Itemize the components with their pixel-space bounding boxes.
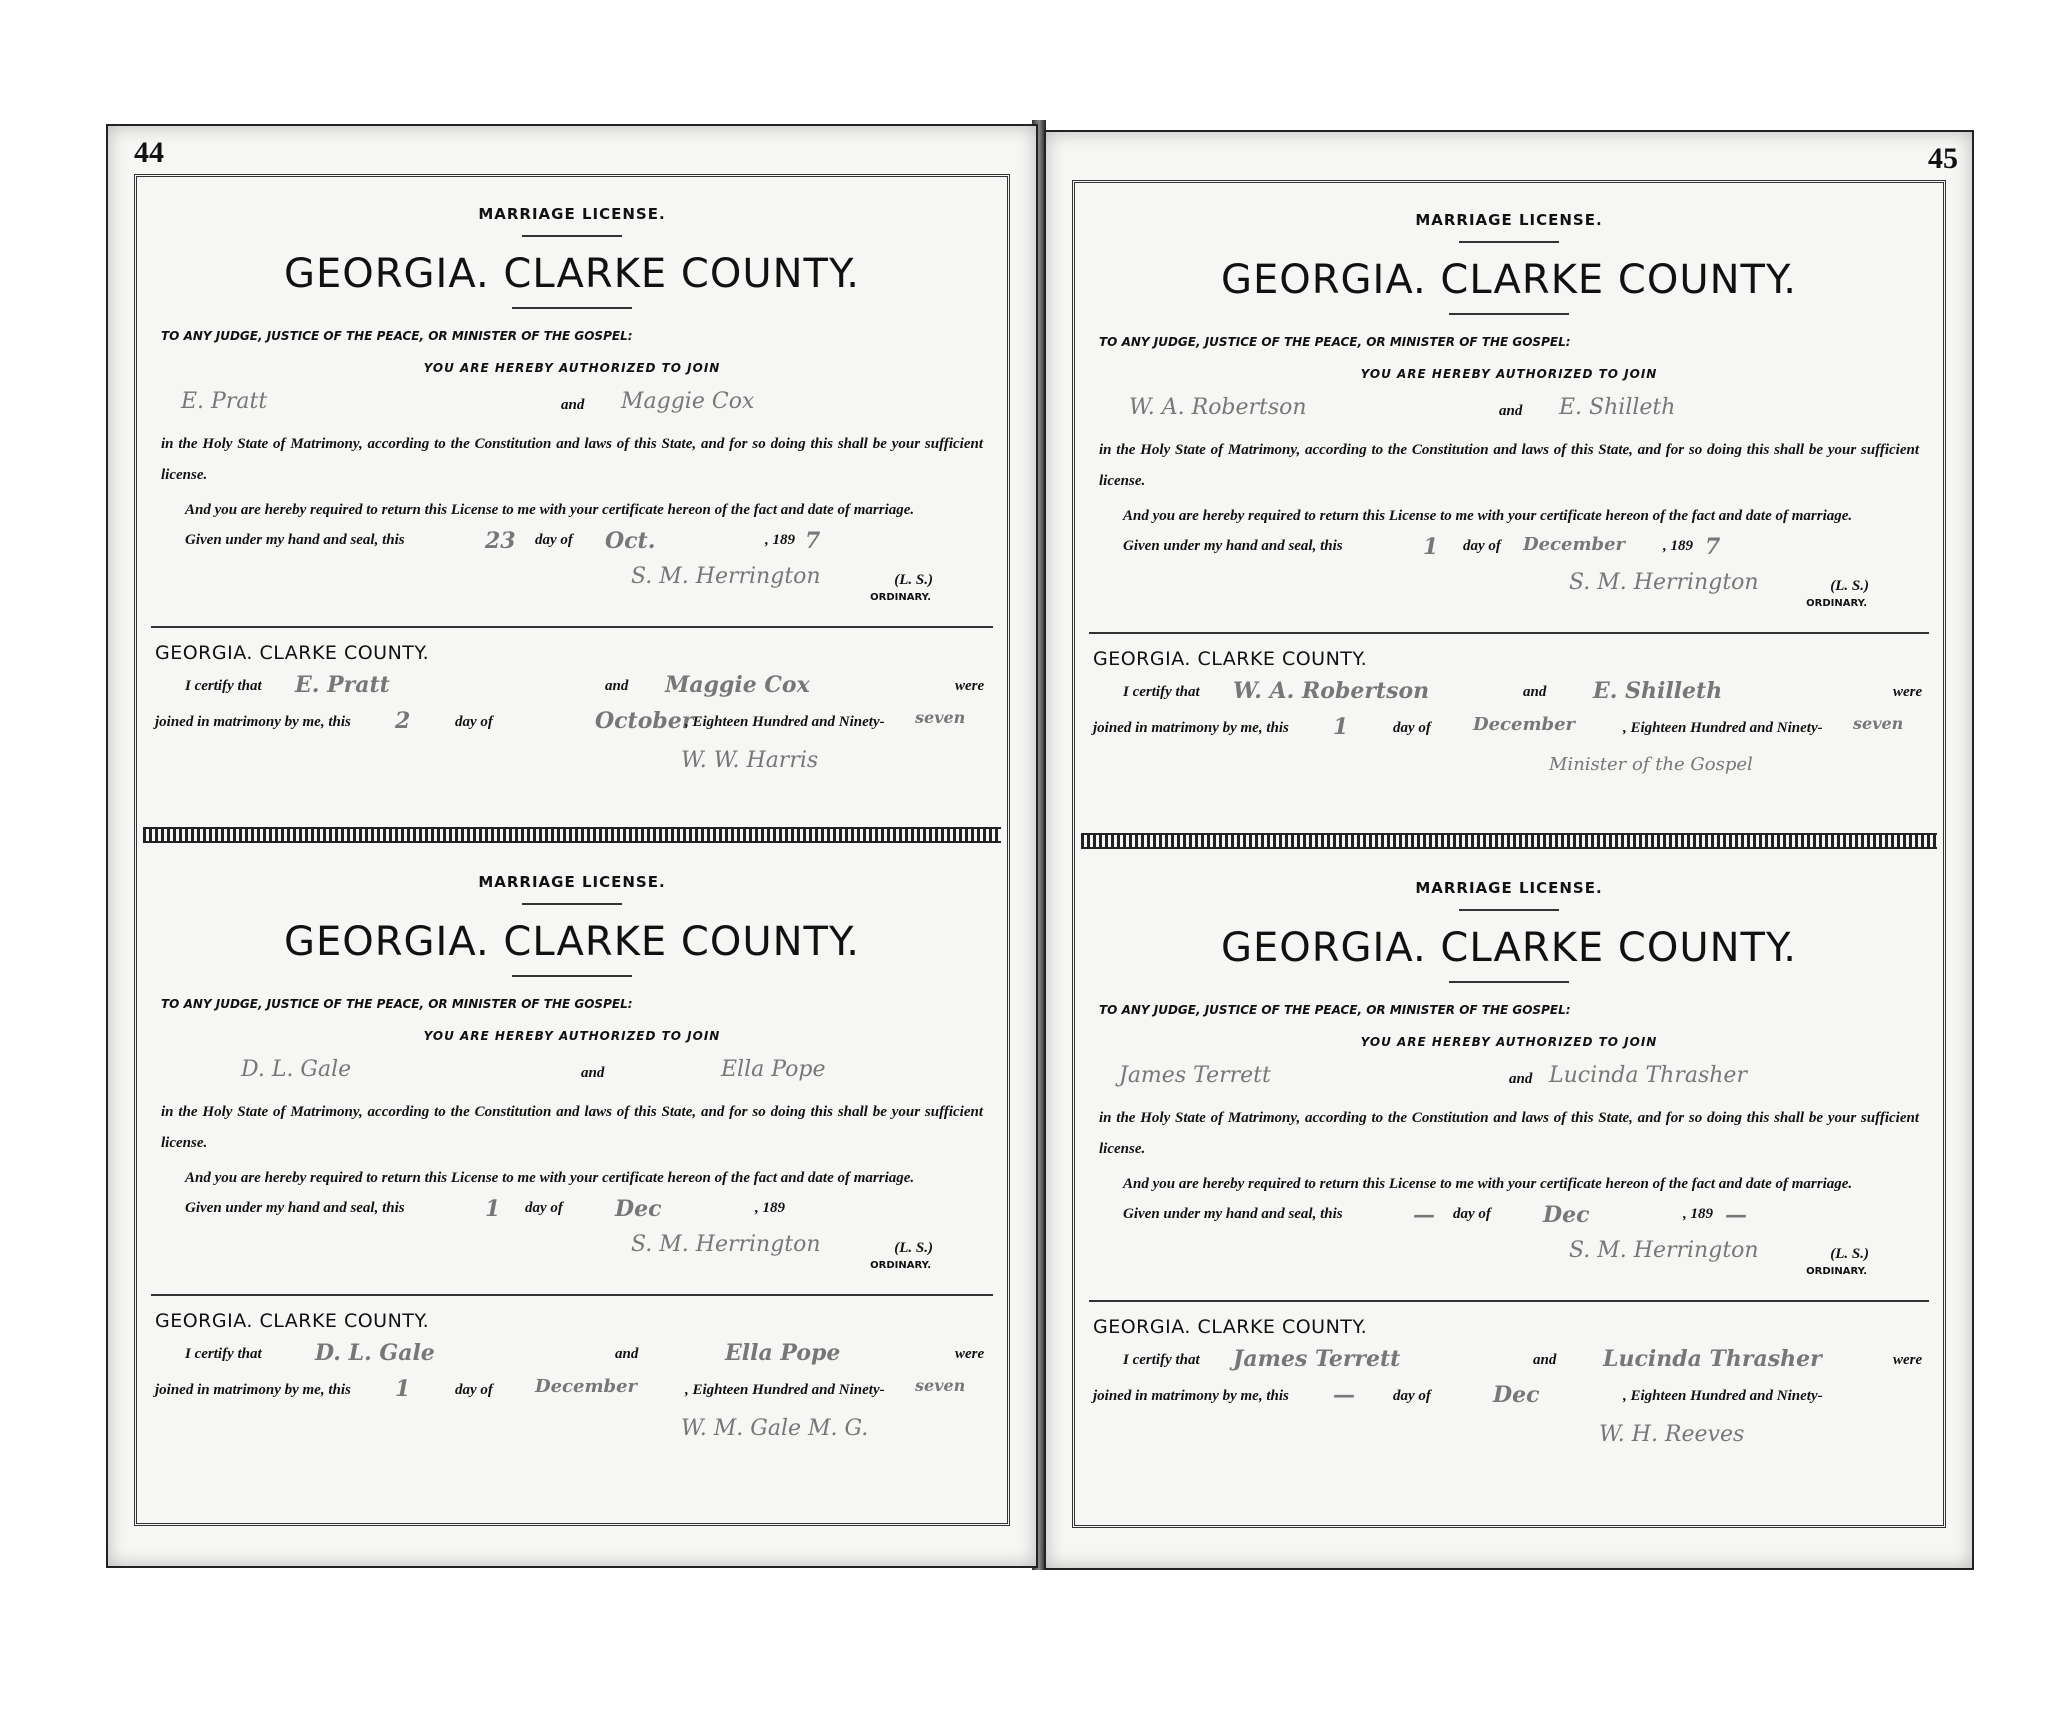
cert-groom-name: D. L. Gale (315, 1340, 435, 1366)
day-of-label: day of (525, 1200, 563, 1216)
groom-name: E. Pratt (181, 389, 268, 414)
left-page (106, 124, 1038, 1568)
divider (1449, 981, 1569, 983)
license-body: in the Holy State of Matrimony, according to the Constitution and laws of this State, and for so doing this shall be your sufficient license. (161, 1104, 983, 1151)
certify-label: I certify that (1123, 1352, 1200, 1368)
given-day: 23 (485, 528, 516, 554)
certify-label: I certify that (185, 678, 262, 694)
officiant-signature: W. W. Harris (681, 748, 819, 773)
joined-day-of: day of (455, 714, 493, 730)
page-number: 44 (134, 136, 164, 169)
certificate-title: GEORGIA. CLARKE COUNTY. (1093, 648, 1368, 670)
cert-bride-name: Maggie Cox (665, 672, 810, 698)
joined-line (155, 1374, 983, 1410)
ordinary-label: ORDINARY. (870, 592, 931, 603)
year-suffix: 7 (805, 528, 821, 554)
divider (1459, 241, 1559, 243)
license-form (147, 185, 997, 821)
joined-label: joined in matrimony by me, this (155, 714, 351, 730)
ordinary-signature-line (161, 558, 983, 602)
bride-name: E. Shilleth (1559, 395, 1676, 420)
page-number: 45 (1928, 142, 1958, 175)
license-header: MARRIAGE LICENSE. (478, 205, 666, 223)
eighteen-label: , Eighteen Hundred and Ninety- (685, 714, 885, 730)
officiant-line (161, 742, 983, 782)
ordinary-label: ORDINARY. (1806, 1266, 1867, 1277)
given-line (185, 528, 983, 558)
certificate-title: GEORGIA. CLARKE COUNTY. (155, 642, 430, 664)
license-body: in the Holy State of Matrimony, according to the Constitution and laws of this State, and for so doing this shall be your sufficient license. (1099, 442, 1919, 489)
right-page (1044, 130, 1974, 1570)
address-line: TO ANY JUDGE, JUSTICE OF THE PEACE, OR MINISTER OF THE GOSPEL: (161, 997, 633, 1011)
ordinary-signature-line (161, 1226, 983, 1270)
day-of-label: day of (1463, 538, 1501, 554)
joined-day: 2 (395, 708, 411, 734)
divider (151, 1294, 993, 1296)
given-month: Dec (615, 1196, 662, 1222)
license-body: in the Holy State of Matrimony, according to the Constitution and laws of this State, and for so doing this shall be your sufficient license. (1099, 1110, 1919, 1157)
joined-month: October (595, 708, 694, 734)
joined-label: joined in matrimony by me, this (1093, 720, 1289, 736)
cert-groom-name: James Terrett (1233, 1346, 1401, 1372)
and-label: and (615, 1346, 639, 1362)
officiant-line (161, 1410, 983, 1450)
address-line: TO ANY JUDGE, JUSTICE OF THE PEACE, OR MINISTER OF THE GOSPEL: (1099, 1003, 1571, 1017)
names-line (1099, 391, 1919, 431)
seal-label: (L. S.) (1830, 578, 1869, 594)
address-line: TO ANY JUDGE, JUSTICE OF THE PEACE, OR MINISTER OF THE GOSPEL: (1099, 335, 1571, 349)
given-month: Dec (1543, 1202, 1590, 1228)
license-title: GEORGIA. CLARKE COUNTY. (283, 251, 861, 297)
ordinary-signature: S. M. Herrington (631, 1232, 821, 1257)
joined-day-of: day of (1393, 720, 1431, 736)
license-title: GEORGIA. CLARKE COUNTY. (1220, 925, 1798, 971)
divider (1459, 909, 1559, 911)
joined-day-of: day of (455, 1382, 493, 1398)
eighteen-label: , Eighteen Hundred and Ninety- (1623, 1388, 1823, 1404)
and-label: and (1499, 403, 1523, 419)
license-form (1085, 191, 1933, 827)
certify-label: I certify that (1123, 684, 1200, 700)
divider (151, 626, 993, 628)
ordinary-signature: S. M. Herrington (631, 564, 821, 589)
day-of-label: day of (535, 532, 573, 548)
year-prefix: , 189 (765, 532, 795, 548)
joined-year: seven (1853, 714, 1904, 733)
and-label: and (1533, 1352, 1557, 1368)
given-label: Given under my hand and seal, this (185, 532, 405, 548)
were-label: were (955, 1346, 985, 1362)
given-day: 1 (1423, 534, 1439, 560)
cert-bride-name: E. Shilleth (1593, 678, 1723, 704)
names-line (161, 385, 983, 425)
joined-line (1093, 712, 1919, 748)
officiant-signature: W. H. Reeves (1599, 1422, 1745, 1447)
page-frame (1072, 180, 1946, 1528)
joined-day-of: day of (1393, 1388, 1431, 1404)
license-header: MARRIAGE LICENSE. (1415, 211, 1603, 229)
cert-groom-name: W. A. Robertson (1233, 678, 1430, 704)
divider (512, 975, 632, 977)
officiant-line (1099, 748, 1919, 788)
seal-label: (L. S.) (1830, 1246, 1869, 1262)
groom-name: James Terrett (1119, 1063, 1271, 1088)
and-label: and (581, 1065, 605, 1081)
joined-day: 1 (395, 1376, 411, 1402)
cert-bride-name: Lucinda Thrasher (1603, 1346, 1822, 1372)
joined-label: joined in matrimony by me, this (155, 1382, 351, 1398)
certify-line (185, 1338, 983, 1374)
certificate-title: GEORGIA. CLARKE COUNTY. (1093, 1316, 1368, 1338)
given-month: December (1523, 534, 1626, 555)
day-of-label: day of (1453, 1206, 1491, 1222)
license-body: in the Holy State of Matrimony, according to the Constitution and laws of this State, and for so doing this shall be your sufficient license. (161, 436, 983, 483)
given-day: 1 (485, 1196, 501, 1222)
joined-month: Dec (1493, 1382, 1540, 1408)
bride-name: Ella Pope (721, 1057, 826, 1082)
joined-year: seven (915, 1376, 966, 1395)
certify-label: I certify that (185, 1346, 262, 1362)
were-label: were (955, 678, 985, 694)
names-line (1099, 1059, 1919, 1099)
authorized-line: YOU ARE HEREBY AUTHORIZED TO JOIN (1360, 1035, 1658, 1049)
bride-name: Lucinda Thrasher (1549, 1063, 1747, 1088)
officiant-signature: W. M. Gale M. G. (681, 1416, 869, 1441)
officiant-signature: Minister of the Gospel (1549, 754, 1753, 775)
authorized-line: YOU ARE HEREBY AUTHORIZED TO JOIN (423, 361, 721, 375)
joined-day: 1 (1333, 714, 1349, 740)
eighteen-label: , Eighteen Hundred and Ninety- (685, 1382, 885, 1398)
certificate-title: GEORGIA. CLARKE COUNTY. (155, 1310, 430, 1332)
certify-line (185, 670, 983, 706)
joined-month: December (535, 1376, 638, 1397)
ordinary-signature-line (1099, 564, 1919, 608)
divider (522, 235, 622, 237)
cert-groom-name: E. Pratt (295, 672, 390, 698)
and-label: and (1523, 684, 1547, 700)
license-requirement: And you are hereby required to return this License to me with your certificate hereon of the fact and date of marriage. (1123, 508, 1853, 524)
given-label: Given under my hand and seal, this (1123, 538, 1343, 554)
divider (1089, 1300, 1929, 1302)
groom-name: W. A. Robertson (1129, 395, 1307, 420)
names-line (161, 1053, 983, 1093)
license-header: MARRIAGE LICENSE. (478, 873, 666, 891)
joined-month: December (1473, 714, 1576, 735)
given-label: Given under my hand and seal, this (1123, 1206, 1343, 1222)
given-day: — (1413, 1202, 1435, 1228)
seal-label: (L. S.) (894, 572, 933, 588)
and-label: and (561, 397, 585, 413)
divider (1449, 313, 1569, 315)
ordinary-label: ORDINARY. (870, 1260, 931, 1271)
form-separator (1081, 833, 1937, 849)
year-prefix: , 189 (1683, 1206, 1713, 1222)
given-month: Oct. (605, 528, 656, 554)
joined-day: — (1333, 1382, 1355, 1408)
year-suffix: 7 (1705, 534, 1721, 560)
license-title: GEORGIA. CLARKE COUNTY. (1220, 257, 1798, 303)
license-form (1085, 859, 1933, 1519)
were-label: were (1893, 1352, 1923, 1368)
authorized-line: YOU ARE HEREBY AUTHORIZED TO JOIN (1360, 367, 1658, 381)
joined-year: seven (915, 708, 966, 727)
divider (522, 903, 622, 905)
license-form (147, 853, 997, 1513)
license-requirement: And you are hereby required to return this License to me with your certificate hereon of the fact and date of marriage. (185, 502, 915, 518)
address-line: TO ANY JUDGE, JUSTICE OF THE PEACE, OR MINISTER OF THE GOSPEL: (161, 329, 633, 343)
license-title: GEORGIA. CLARKE COUNTY. (283, 919, 861, 965)
and-label: and (1509, 1071, 1533, 1087)
certify-line (1123, 1344, 1923, 1380)
given-line (1123, 534, 1919, 564)
ordinary-signature: S. M. Herrington (1569, 570, 1759, 595)
certify-line (1123, 676, 1923, 712)
year-suffix: — (1725, 1202, 1747, 1228)
ordinary-signature-line (1099, 1232, 1919, 1276)
joined-line (1093, 1380, 1919, 1416)
given-line (1123, 1202, 1919, 1232)
officiant-line (1099, 1416, 1919, 1456)
license-header: MARRIAGE LICENSE. (1415, 879, 1603, 897)
and-label: and (605, 678, 629, 694)
given-label: Given under my hand and seal, this (185, 1200, 405, 1216)
divider (512, 307, 632, 309)
ordinary-signature: S. M. Herrington (1569, 1238, 1759, 1263)
year-prefix: , 189 (755, 1200, 785, 1216)
given-line (185, 1196, 983, 1226)
groom-name: D. L. Gale (241, 1057, 352, 1082)
authorized-line: YOU ARE HEREBY AUTHORIZED TO JOIN (423, 1029, 721, 1043)
cert-bride-name: Ella Pope (725, 1340, 841, 1366)
eighteen-label: , Eighteen Hundred and Ninety- (1623, 720, 1823, 736)
ordinary-label: ORDINARY. (1806, 598, 1867, 609)
joined-label: joined in matrimony by me, this (1093, 1388, 1289, 1404)
year-prefix: , 189 (1663, 538, 1693, 554)
seal-label: (L. S.) (894, 1240, 933, 1256)
joined-line (155, 706, 983, 742)
were-label: were (1893, 684, 1923, 700)
divider (1089, 632, 1929, 634)
license-requirement: And you are hereby required to return this License to me with your certificate hereon of the fact and date of marriage. (185, 1170, 915, 1186)
license-requirement: And you are hereby required to return this License to me with your certificate hereon of the fact and date of marriage. (1123, 1176, 1853, 1192)
bride-name: Maggie Cox (621, 389, 755, 414)
page-frame (134, 174, 1010, 1526)
form-separator (143, 827, 1001, 843)
